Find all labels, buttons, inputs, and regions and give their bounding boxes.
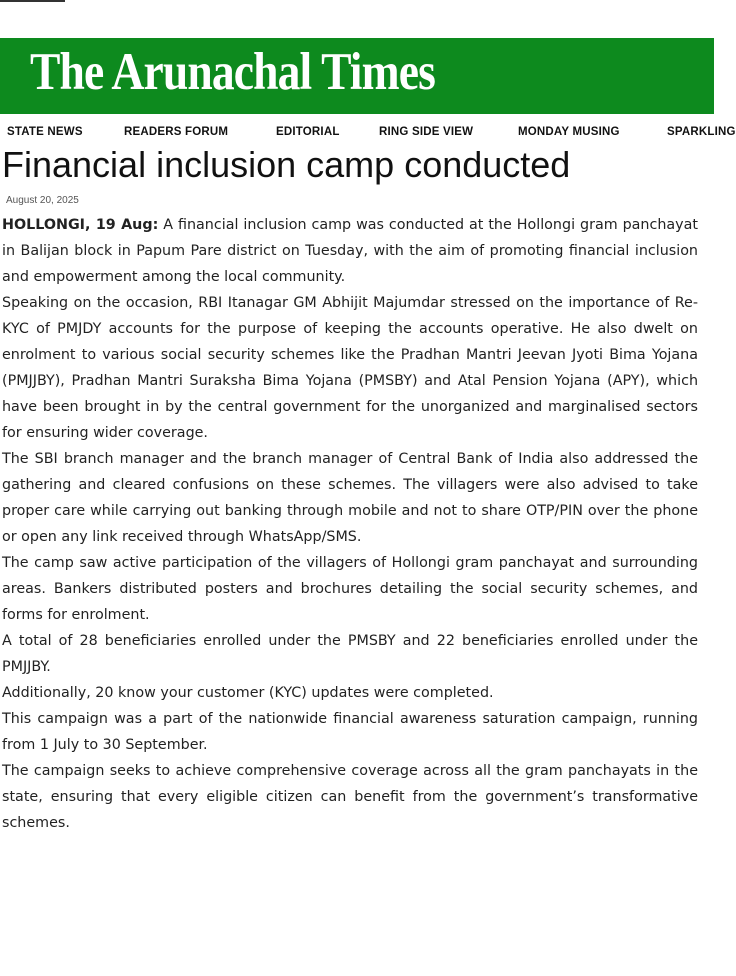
article-body (2, 212, 698, 836)
nav-item-ring-side-view[interactable]: RING SIDE VIEW (379, 126, 474, 138)
article-paragraph: Additionally, 20 know your customer (KYC) updates were completed. (2, 685, 494, 701)
article-paragraph: This campaign was a part of the nationwide financial awareness saturation campaign, running from 1 July to 30 September. (2, 711, 698, 753)
top-divider (0, 0, 65, 2)
nav-item-readers-forum[interactable]: READERS FORUM (124, 126, 229, 138)
masthead-banner[interactable] (0, 38, 714, 114)
article-paragraph: The campaign seeks to achieve comprehensive coverage across all the gram panchayats in the state, ensuring that every eligible citizen can benefit from the government’s transformative schemes. (2, 763, 698, 831)
article-paragraph: A total of 28 beneficiaries enrolled under the PMSBY and 22 beneficiaries enrolled under the PMJJBY. (2, 633, 698, 675)
article-lead-text: A financial inclusion camp was conducted at the Hollongi gram panchayat in Balijan block in Papum Pare district on Tuesday, with the aim of promoting financial inclusion and empowerment among the local community. (2, 217, 698, 285)
main-navigation (0, 124, 736, 140)
article-paragraph: The SBI branch manager and the branch manager of Central Bank of India also addressed the gathering and cleared confusions on these schemes. The villagers were also advised to take proper care while carrying out banking through mobile and not to share OTP/PIN over the phone or open any link received through WhatsApp/SMS. (2, 451, 698, 545)
article-paragraph: The camp saw active participation of the villagers of Hollongi gram panchayat and surrounding areas. Bankers distributed posters and brochures detailing the social security schemes, and forms for enrolment. (2, 555, 698, 623)
article-paragraph: Speaking on the occasion, RBI Itanagar GM Abhijit Majumdar stressed on the importance of Re-KYC of PMJDY accounts for the purpose of keeping the accounts operative. He also dwelt on enrolment to various social security schemes like the Pradhan Mantri Jeevan Jyoti Bima Yojana (PMJJBY), Pradhan Mantri Suraksha Bima Yojana (PMSBY) and Atal Pension Yojana (APY), which have been brought in by the central government for the unorganized and marginalised sectors for ensuring wider coverage. (2, 295, 698, 441)
article-dateline: HOLLONGI, 19 Aug: (2, 217, 159, 233)
article-headline: Financial inclusion camp conducted (2, 144, 571, 185)
nav-item-state-news[interactable]: STATE NEWS (7, 126, 83, 138)
article-date: August 20, 2025 (6, 195, 79, 206)
nav-item-monday-musing[interactable]: MONDAY MUSING (518, 126, 620, 138)
article-lead-paragraph (2, 212, 698, 290)
nav-item-editorial[interactable]: EDITORIAL (276, 126, 340, 138)
site-logo-title[interactable]: The Arunachal Times (30, 43, 435, 101)
nav-item-sparkling[interactable]: SPARKLING (667, 126, 736, 138)
